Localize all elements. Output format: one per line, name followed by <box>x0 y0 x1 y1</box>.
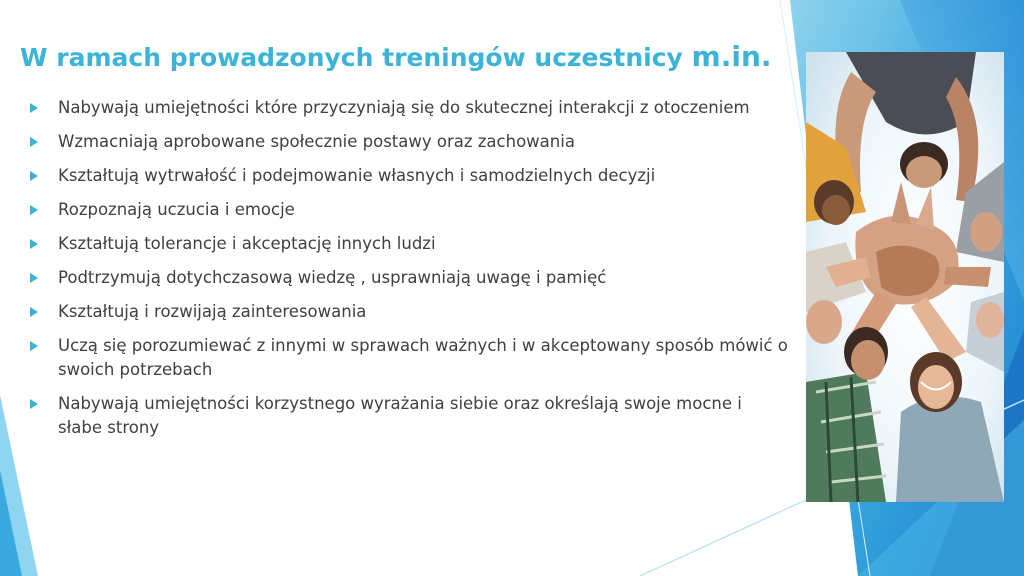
list-item <box>28 198 788 222</box>
triangle-bullet-icon <box>30 341 38 351</box>
bullet-text: Kształtują wytrwałość i podejmowanie własnych i samodzielnych decyzji <box>58 166 656 185</box>
list-item <box>28 96 788 120</box>
triangle-bullet-icon <box>30 239 38 249</box>
list-item <box>28 300 788 324</box>
title-main: W ramach prowadzonych treningów uczestnicy <box>20 43 692 72</box>
bullet-text: Uczą się porozumiewać z innymi w sprawach ważnych i w akceptowany sposób mówić o swoich potrzebach <box>58 336 788 379</box>
bullet-text: Podtrzymują dotychczasową wiedzę , usprawniają uwagę i pamięć <box>58 268 607 287</box>
list-item <box>28 232 788 256</box>
triangle-bullet-icon <box>30 399 38 409</box>
list-item <box>28 130 788 154</box>
triangle-bullet-icon <box>30 205 38 215</box>
triangle-bullet-icon <box>30 307 38 317</box>
slide-title <box>20 40 772 73</box>
triangle-bullet-icon <box>30 171 38 181</box>
bullet-text: Rozpoznają uczucia i emocje <box>58 200 295 219</box>
bullet-text: Wzmacniają aprobowane społecznie postawy oraz zachowania <box>58 132 575 151</box>
title-emphasis: m.in. <box>691 40 772 73</box>
team-hands-illustration <box>806 52 1004 502</box>
team-hands-photo <box>806 52 1004 502</box>
bullet-text: Nabywają umiejętności korzystnego wyrażania siebie oraz określają swoje mocne i słabe strony <box>58 394 742 437</box>
list-item <box>28 266 788 290</box>
list-item <box>28 392 788 440</box>
triangle-bullet-icon <box>30 103 38 113</box>
bullet-list <box>28 96 788 450</box>
bullet-text: Kształtują tolerancje i akceptację innych ludzi <box>58 234 436 253</box>
list-item <box>28 334 788 382</box>
list-item <box>28 164 788 188</box>
bullet-text: Kształtują i rozwijają zainteresowania <box>58 302 367 321</box>
triangle-bullet-icon <box>30 137 38 147</box>
triangle-bullet-icon <box>30 273 38 283</box>
bullet-text: Nabywają umiejętności które przyczyniają się do skutecznej interakcji z otoczeniem <box>58 98 750 117</box>
